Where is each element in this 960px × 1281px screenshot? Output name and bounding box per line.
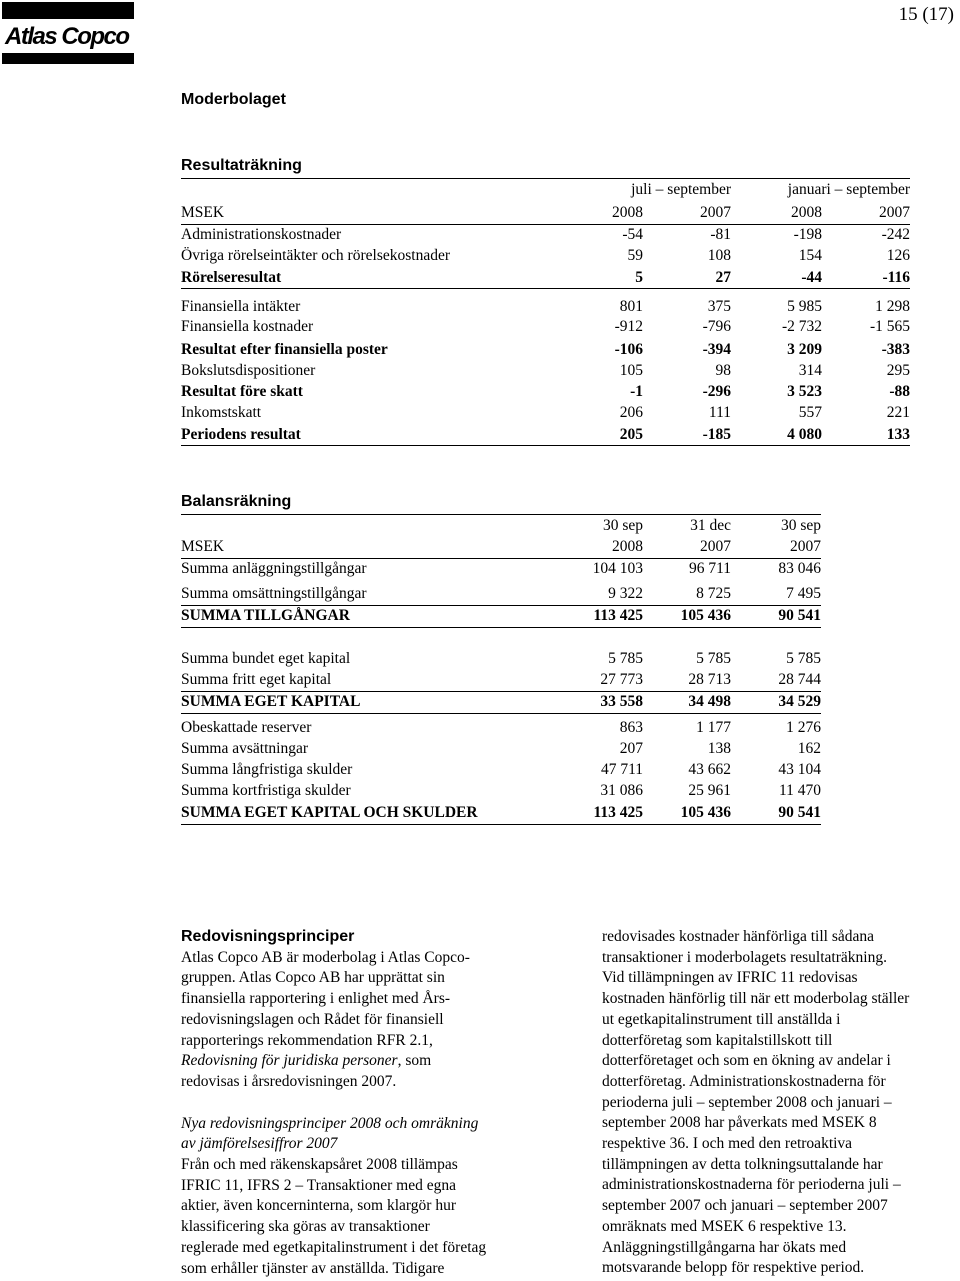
text-suffix: , som bbox=[397, 1052, 432, 1070]
row-value: 162 bbox=[797, 740, 821, 757]
row-value: 207 bbox=[619, 740, 643, 757]
row-value: 4 080 bbox=[787, 426, 822, 443]
paragraph-line: kostnaden hänförlig till när ett moderbolag ställer bbox=[602, 990, 910, 1008]
subheading bbox=[181, 1114, 561, 1155]
paragraph-line: gruppen. Atlas Copco AB har upprättat sin bbox=[181, 969, 445, 987]
row-value: 205 bbox=[619, 426, 643, 443]
row-label: SUMMA TILLGÅNGAR bbox=[181, 607, 350, 624]
row-value: 27 773 bbox=[600, 671, 643, 688]
row-value: -44 bbox=[801, 269, 822, 286]
row-value: 111 bbox=[708, 404, 731, 421]
row-value: 3 523 bbox=[787, 383, 822, 400]
paragraph-line: Nya redovisningsprinciper 2008 och omräkning bbox=[181, 1114, 479, 1132]
row-value: 154 bbox=[798, 247, 822, 264]
row-rule bbox=[181, 627, 821, 628]
atlas-copco-logo bbox=[2, 2, 134, 64]
paragraph-line: september 2008 har påverkats med MSEK 8 bbox=[602, 1114, 877, 1132]
italic-title: Redovisning för juridiska personer bbox=[181, 1052, 398, 1070]
row-value: -116 bbox=[882, 269, 910, 286]
year-header: 2008 bbox=[612, 538, 643, 555]
row-value: -54 bbox=[622, 226, 643, 243]
row-value: 34 498 bbox=[688, 693, 731, 710]
paragraph-line: redovisas i årsredovisningen 2007. bbox=[181, 1072, 397, 1090]
section-heading: Redovisningsprinciper bbox=[181, 928, 355, 945]
paragraph-line: aktier, även koncerninterna, som klargör hur bbox=[181, 1197, 456, 1215]
year-header: 2008 bbox=[791, 204, 822, 221]
row-value: 98 bbox=[715, 362, 731, 379]
row-value: 9 322 bbox=[608, 585, 643, 602]
paragraph-line: transaktioner i moderbolagets resultaträkning. bbox=[602, 948, 887, 966]
period-header-ytd: januari – september bbox=[787, 181, 910, 198]
year-header: 2007 bbox=[700, 204, 731, 221]
row-label: Summa bundet eget kapital bbox=[181, 650, 351, 667]
row-rule bbox=[181, 713, 821, 714]
date-header: 31 dec bbox=[690, 517, 731, 534]
balance-row bbox=[181, 670, 821, 690]
row-value: -1 bbox=[630, 383, 643, 400]
row-value: 206 bbox=[619, 404, 643, 421]
row-label: Obeskattade reserver bbox=[181, 719, 312, 736]
row-value: 801 bbox=[619, 298, 643, 315]
row-value: 108 bbox=[707, 247, 731, 264]
balance-sheet-title: Balansräkning bbox=[181, 493, 292, 510]
row-value: 5 785 bbox=[786, 650, 821, 667]
balance-row bbox=[181, 781, 821, 801]
year-header: 2008 bbox=[612, 204, 643, 221]
paragraph-line: av jämförelsesiffror 2007 bbox=[181, 1135, 338, 1153]
balance-date-header bbox=[181, 516, 821, 536]
row-label: Resultat efter finansiella poster bbox=[181, 341, 388, 358]
row-value: 375 bbox=[707, 298, 731, 315]
balance-row bbox=[181, 760, 821, 780]
row-label: Summa kortfristiga skulder bbox=[181, 782, 351, 799]
paragraph-line: Vid tillämpningen av IFRIC 11 redovisas bbox=[602, 969, 858, 987]
row-value: 138 bbox=[707, 740, 731, 757]
row-rule bbox=[181, 288, 910, 289]
svg-text:Atlas Copco: Atlas Copco bbox=[5, 23, 129, 50]
year-header: 2007 bbox=[700, 538, 731, 555]
row-label: SUMMA EGET KAPITAL bbox=[181, 693, 361, 710]
row-value: 11 470 bbox=[778, 782, 821, 799]
income-row bbox=[181, 297, 910, 317]
row-value: 105 436 bbox=[680, 804, 731, 821]
row-rule bbox=[181, 445, 910, 446]
paragraph-line: dotterföretag som kapitalstillskott till bbox=[602, 1031, 833, 1049]
income-row bbox=[181, 340, 910, 360]
balance-year-header bbox=[181, 537, 821, 557]
row-value: 27 bbox=[715, 269, 731, 286]
unit-label: MSEK bbox=[181, 204, 225, 221]
row-value: 25 961 bbox=[688, 782, 731, 799]
row-value: 314 bbox=[798, 362, 822, 379]
row-value: 126 bbox=[886, 247, 910, 264]
row-value: -383 bbox=[881, 341, 910, 358]
row-value: 5 785 bbox=[696, 650, 731, 667]
row-label: Summa fritt eget kapital bbox=[181, 671, 332, 688]
income-period-header bbox=[181, 180, 910, 200]
row-value: 31 086 bbox=[600, 782, 643, 799]
row-value: 221 bbox=[886, 404, 910, 421]
row-value: -912 bbox=[614, 318, 643, 335]
row-value: 33 558 bbox=[600, 693, 643, 710]
row-value: 1 177 bbox=[696, 719, 731, 736]
income-row bbox=[181, 317, 910, 337]
balance-row bbox=[181, 718, 821, 738]
year-header: 2007 bbox=[790, 538, 821, 555]
income-row bbox=[181, 361, 910, 381]
row-value: 3 209 bbox=[787, 341, 822, 358]
row-label: Rörelseresultat bbox=[181, 269, 282, 286]
row-label: Resultat före skatt bbox=[181, 383, 303, 400]
paragraph-line: klassificering ska göras av transaktioner bbox=[181, 1218, 430, 1236]
date-header: 30 sep bbox=[602, 517, 643, 534]
income-row bbox=[181, 382, 910, 402]
row-value: 1 276 bbox=[786, 719, 821, 736]
paragraph-line: dotterföretag. Administrationskostnaderna för bbox=[602, 1072, 886, 1090]
row-value: 1 298 bbox=[875, 298, 910, 315]
income-year-header bbox=[181, 203, 910, 223]
row-label: Summa avsättningar bbox=[181, 740, 308, 757]
page-number: 15 (17) bbox=[898, 4, 954, 25]
balance-row bbox=[181, 803, 821, 823]
row-value: 557 bbox=[798, 404, 822, 421]
row-value: 43 104 bbox=[778, 761, 821, 778]
row-value: 7 495 bbox=[786, 585, 821, 602]
paragraph-line: perioderna juli – september 2008 och januari – bbox=[602, 1093, 892, 1111]
income-row bbox=[181, 246, 910, 266]
row-value: 43 662 bbox=[688, 761, 731, 778]
paragraph-line: som erhåller tjänster av anställda. Tidigare bbox=[181, 1259, 445, 1277]
paragraph-line: motsvarande belopp för respektive period. bbox=[602, 1259, 865, 1277]
row-label: SUMMA EGET KAPITAL OCH SKULDER bbox=[181, 804, 478, 821]
year-header: 2007 bbox=[879, 204, 910, 221]
row-value: 133 bbox=[886, 426, 910, 443]
page-title: Moderbolaget bbox=[181, 91, 286, 108]
row-value: 47 711 bbox=[600, 761, 643, 778]
row-value: 863 bbox=[619, 719, 643, 736]
row-value: 5 985 bbox=[787, 298, 822, 315]
income-row bbox=[181, 403, 910, 423]
paragraph bbox=[181, 1155, 561, 1279]
row-label: Finansiella intäkter bbox=[181, 298, 301, 315]
row-label: Summa anläggningstillgångar bbox=[181, 560, 367, 577]
row-label: Administrationskostnader bbox=[181, 226, 342, 243]
paragraph bbox=[602, 927, 958, 1279]
row-value: 105 bbox=[619, 362, 643, 379]
paragraph-line: reglerade med egetkapitalinstrument i det företag bbox=[181, 1238, 487, 1256]
row-value: -1 565 bbox=[869, 318, 910, 335]
row-value: 96 711 bbox=[688, 560, 731, 577]
unit-label: MSEK bbox=[181, 538, 225, 555]
income-row bbox=[181, 225, 910, 245]
row-value: -106 bbox=[614, 341, 643, 358]
row-label: Summa långfristiga skulder bbox=[181, 761, 353, 778]
paragraph-line: administrationskostnaderna för perioderna juli – bbox=[602, 1176, 901, 1194]
row-value: 113 425 bbox=[593, 607, 643, 624]
row-value: 295 bbox=[886, 362, 910, 379]
balance-row bbox=[181, 739, 821, 759]
paragraph-line: Atlas Copco AB är moderbolag i Atlas Copco- bbox=[181, 948, 470, 966]
row-value: -796 bbox=[702, 318, 731, 335]
paragraph-line bbox=[181, 1051, 561, 1072]
paragraph-line: IFRIC 11, IFRS 2 – Transaktioner med egna bbox=[181, 1176, 456, 1194]
row-value: 28 744 bbox=[778, 671, 821, 688]
paragraph-line: omräknats med MSEK 6 respektive 13. bbox=[602, 1217, 847, 1235]
row-label: Summa omsättningstillgångar bbox=[181, 585, 367, 602]
row-value: 8 725 bbox=[696, 585, 731, 602]
row-value: 90 541 bbox=[778, 804, 821, 821]
row-value: 59 bbox=[627, 247, 643, 264]
row-value: -88 bbox=[889, 383, 910, 400]
row-value: -2 732 bbox=[781, 318, 822, 335]
balance-row bbox=[181, 649, 821, 669]
date-header: 30 sep bbox=[780, 517, 821, 534]
paragraph bbox=[181, 948, 561, 1052]
row-value: 113 425 bbox=[593, 804, 643, 821]
row-rule bbox=[181, 824, 821, 825]
paragraph-line: september 2007 och januari – september 2007 bbox=[602, 1197, 888, 1215]
row-value: 83 046 bbox=[778, 560, 821, 577]
income-row bbox=[181, 425, 910, 445]
income-row bbox=[181, 268, 910, 288]
row-value: 28 713 bbox=[688, 671, 731, 688]
row-value: 104 103 bbox=[592, 560, 643, 577]
income-statement-title: Resultaträkning bbox=[181, 157, 302, 174]
row-value: 5 785 bbox=[608, 650, 643, 667]
row-value: -242 bbox=[881, 226, 910, 243]
accounting-principles-section bbox=[181, 927, 561, 1279]
row-value: -81 bbox=[710, 226, 731, 243]
row-value: -296 bbox=[702, 383, 731, 400]
income-top-rule bbox=[181, 178, 910, 179]
row-label: Periodens resultat bbox=[181, 426, 301, 443]
row-label: Finansiella kostnader bbox=[181, 318, 314, 335]
right-text-column bbox=[602, 927, 958, 1279]
row-label: Bokslutsdispositioner bbox=[181, 362, 316, 379]
balance-row bbox=[181, 606, 821, 626]
row-value: -185 bbox=[702, 426, 731, 443]
balance-row bbox=[181, 692, 821, 712]
row-value: -394 bbox=[702, 341, 731, 358]
paragraph-line: redovisningslagen och Rådet för finansiell bbox=[181, 1010, 444, 1028]
paragraph-line: Anläggningstillgångarna har ökats med bbox=[602, 1238, 847, 1256]
paragraph-line: redovisades kostnader hänförliga till sådana bbox=[602, 928, 875, 945]
row-label: Inkomstskatt bbox=[181, 404, 262, 421]
paragraph-line: finansiella rapportering i enlighet med Års- bbox=[181, 990, 451, 1008]
row-value: 5 bbox=[635, 269, 643, 286]
row-value: 34 529 bbox=[778, 693, 821, 710]
row-label: Övriga rörelseintäkter och rörelsekostnader bbox=[181, 247, 450, 264]
paragraph-line: tillämpningen av detta tolkningsuttalande har bbox=[602, 1155, 883, 1173]
row-value: 90 541 bbox=[778, 607, 821, 624]
period-header-q3: juli – september bbox=[631, 181, 731, 198]
row-value: 105 436 bbox=[680, 607, 731, 624]
paragraph-line: respektive 36. I och med den retroaktiva bbox=[602, 1135, 853, 1153]
balance-row bbox=[181, 584, 821, 604]
balance-row bbox=[181, 559, 821, 579]
balance-top-rule bbox=[181, 514, 821, 515]
paragraph-line: rapporterings rekommendation RFR 2.1, bbox=[181, 1031, 433, 1049]
paragraph-line: Från och med räkenskapsåret 2008 tillämpas bbox=[181, 1156, 458, 1174]
paragraph-line: dotterföretaget och som en ökning av andelar i bbox=[602, 1052, 891, 1070]
row-value: -198 bbox=[793, 226, 822, 243]
paragraph-line: ut egetkapitalinstrument till anställda i bbox=[602, 1010, 841, 1028]
